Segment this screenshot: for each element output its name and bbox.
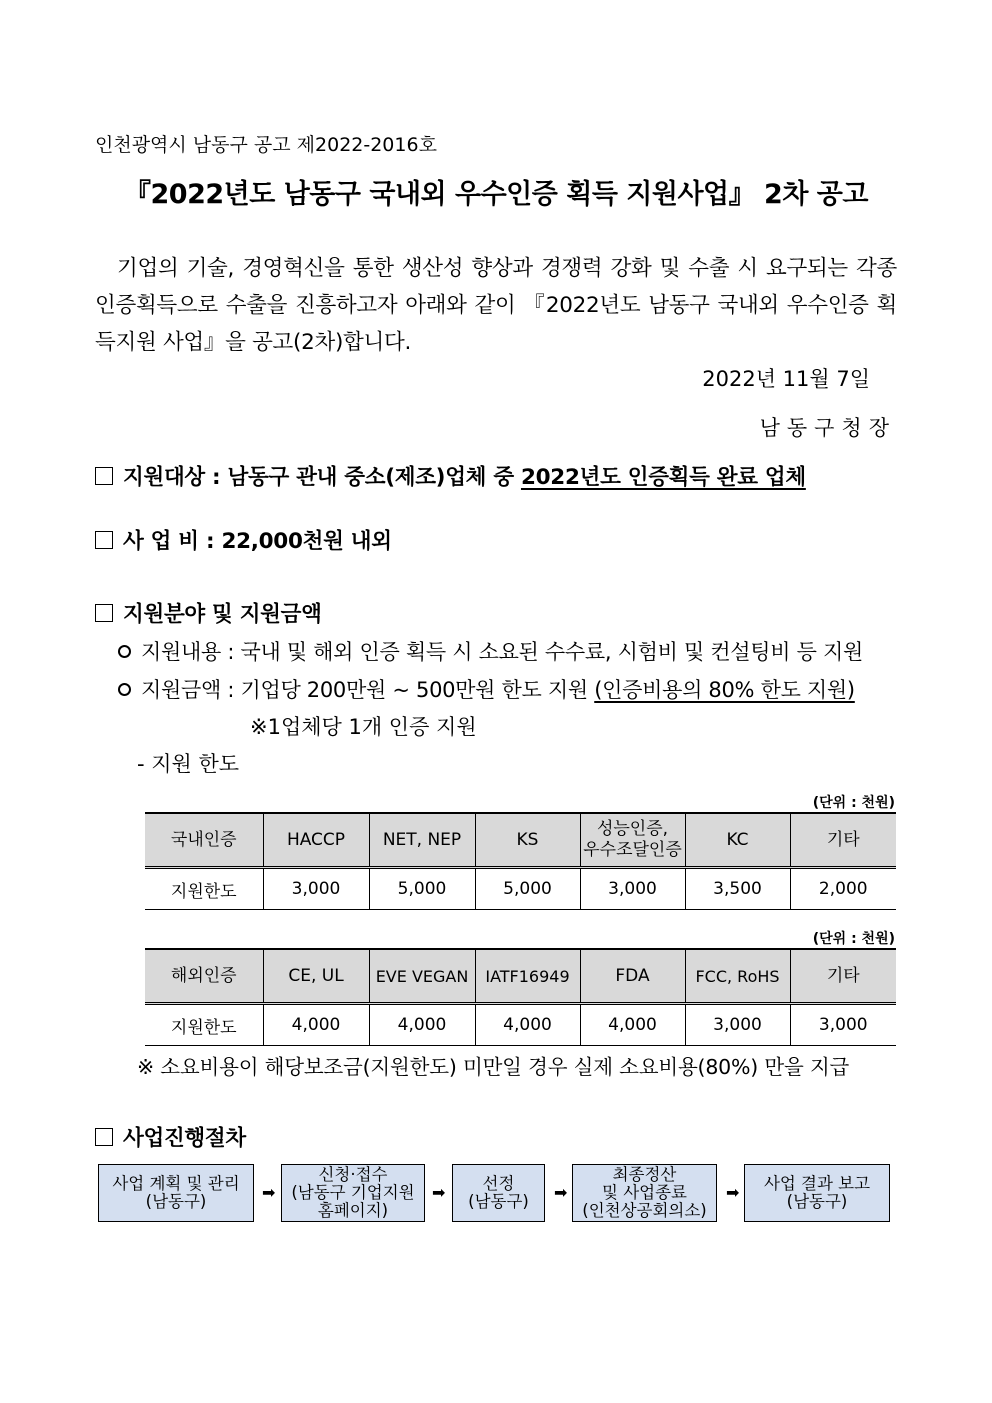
flow-step-line: (남동구)	[468, 1192, 529, 1211]
header-cell: FCC, RoHS	[685, 949, 790, 1004]
row-cell: 5,000	[369, 868, 475, 910]
section-process	[95, 1121, 246, 1152]
arrow-right-icon: ➡	[432, 1183, 446, 1202]
notice-date: 2022년 11월 7일	[702, 367, 870, 391]
amount-note: ※1업체당 1개 인증 지원	[250, 715, 477, 739]
arrow-right-icon: ➡	[262, 1183, 276, 1202]
flow-step-line: (인천상공회의소)	[582, 1201, 707, 1220]
row-cell: 3,000	[263, 868, 369, 910]
amount-underlined: (인증비용의 80% 한도 지원)	[594, 678, 855, 702]
bullet-content	[118, 636, 863, 666]
flow-step-line: (남동구)	[145, 1192, 207, 1211]
section-target	[95, 460, 806, 491]
header-cell: NET, NEP	[369, 813, 475, 868]
row-cell: 5,000	[475, 868, 580, 910]
checkbox-square-icon	[95, 467, 113, 485]
footnote: ※ 소요비용이 해당보조금(지원한도) 미만일 경우 실제 소요비용(80%) 만을 지급	[137, 1055, 850, 1079]
budget-text: 사 업 비 : 22,000천원 내외	[123, 529, 392, 554]
header-cell: KC	[685, 813, 790, 868]
flow-step-line: (남동구 기업지원	[291, 1183, 415, 1202]
row-cell: 4,000	[369, 1004, 475, 1046]
table-header-row	[145, 813, 896, 868]
content-text: 지원내용 : 국내 및 해외 인증 획득 시 소요된 수수료, 시험비 및 컨설팅비 등 지원	[141, 640, 863, 664]
row-cell: 2,000	[790, 868, 896, 910]
row-cell: 4,000	[475, 1004, 580, 1046]
flow-step-line: 및 사업종료	[602, 1183, 687, 1202]
flow-step-plan	[98, 1164, 254, 1222]
row-cell: 4,000	[580, 1004, 685, 1046]
header-cell: 성능인증, 우수조달인증	[580, 813, 685, 868]
checkbox-square-icon	[95, 1128, 113, 1146]
row-cell: 4,000	[263, 1004, 369, 1046]
flow-step-line: 선정	[482, 1174, 515, 1193]
flow-step-line: 사업 계획 및 관리	[112, 1174, 240, 1193]
amount-prefix: 지원금액 : 기업당 200만원 ~ 500만원 한도 지원	[141, 678, 595, 702]
flow-step-report	[744, 1164, 890, 1222]
flow-step-apply	[281, 1164, 425, 1222]
process-heading: 사업진행절차	[123, 1126, 246, 1151]
checkbox-square-icon	[95, 531, 113, 549]
header-cell: HACCP	[263, 813, 369, 868]
bullet-amount	[118, 674, 855, 704]
header-cell: EVE VEGAN	[369, 949, 475, 1004]
flow-step-line: 신청·접수	[318, 1165, 388, 1184]
table-header-row	[145, 949, 896, 1004]
arrow-right-icon: ➡	[726, 1183, 740, 1202]
row-cell: 3,000	[790, 1004, 896, 1046]
flow-step-line: 최종정산	[612, 1165, 677, 1184]
checkbox-square-icon	[95, 604, 113, 622]
support-heading: 지원분야 및 지원금액	[123, 602, 322, 627]
arrow-right-icon: ➡	[554, 1183, 568, 1202]
header-cell: 해외인증	[145, 949, 263, 1004]
notice-number: 인천광역시 남동구 공고 제2022-2016호	[95, 134, 437, 156]
unit-label-domestic: (단위 : 천원)	[812, 795, 895, 811]
header-cell: FDA	[580, 949, 685, 1004]
domestic-table	[145, 812, 896, 910]
header-cell: 기타	[790, 949, 896, 1004]
header-cell: 기타	[790, 813, 896, 868]
header-cell: 국내인증	[145, 813, 263, 868]
row-cell: 3,000	[580, 868, 685, 910]
intro-paragraph: 기업의 기술, 경영혁신을 통한 생산성 향상과 경쟁력 강화 및 수출 시 요구되는 각종 인증획득으로 수출을 진흥하고자 아래와 같이 『2022년도 남동구 국내외 우수인증 획득지원 사업』을 공고(2차)합니다.	[95, 256, 897, 355]
flow-step-line: (남동구)	[786, 1192, 848, 1211]
row-cell: 3,000	[685, 1004, 790, 1046]
row-cell: 지원한도	[145, 1004, 263, 1046]
flow-step-line: 홈페이지)	[317, 1201, 389, 1220]
header-cell: IATF16949	[475, 949, 580, 1004]
circle-bullet-icon	[118, 645, 131, 658]
target-underlined: 2022년도 인증획득 완료 업체	[520, 465, 806, 490]
circle-bullet-icon	[118, 683, 131, 696]
limit-label: - 지원 한도	[137, 752, 240, 776]
flow-step-select	[452, 1164, 545, 1222]
signer: 남동구청장	[759, 416, 896, 440]
row-cell: 지원한도	[145, 868, 263, 910]
flow-step-line: 사업 결과 보고	[763, 1174, 871, 1193]
flow-step-settle	[572, 1164, 717, 1222]
table-row	[145, 868, 896, 910]
header-cell: CE, UL	[263, 949, 369, 1004]
row-cell: 3,500	[685, 868, 790, 910]
target-label: 지원대상 : 남동구 관내 중소(제조)업체 중	[123, 465, 521, 490]
page-title: 『2022년도 남동구 국내외 우수인증 획득 지원사업』 2차 공고	[124, 179, 868, 210]
overseas-table	[145, 948, 896, 1046]
unit-label-overseas: (단위 : 천원)	[812, 931, 895, 947]
header-cell: KS	[475, 813, 580, 868]
table-row	[145, 1004, 896, 1046]
section-support	[95, 597, 322, 628]
section-budget	[95, 524, 392, 555]
